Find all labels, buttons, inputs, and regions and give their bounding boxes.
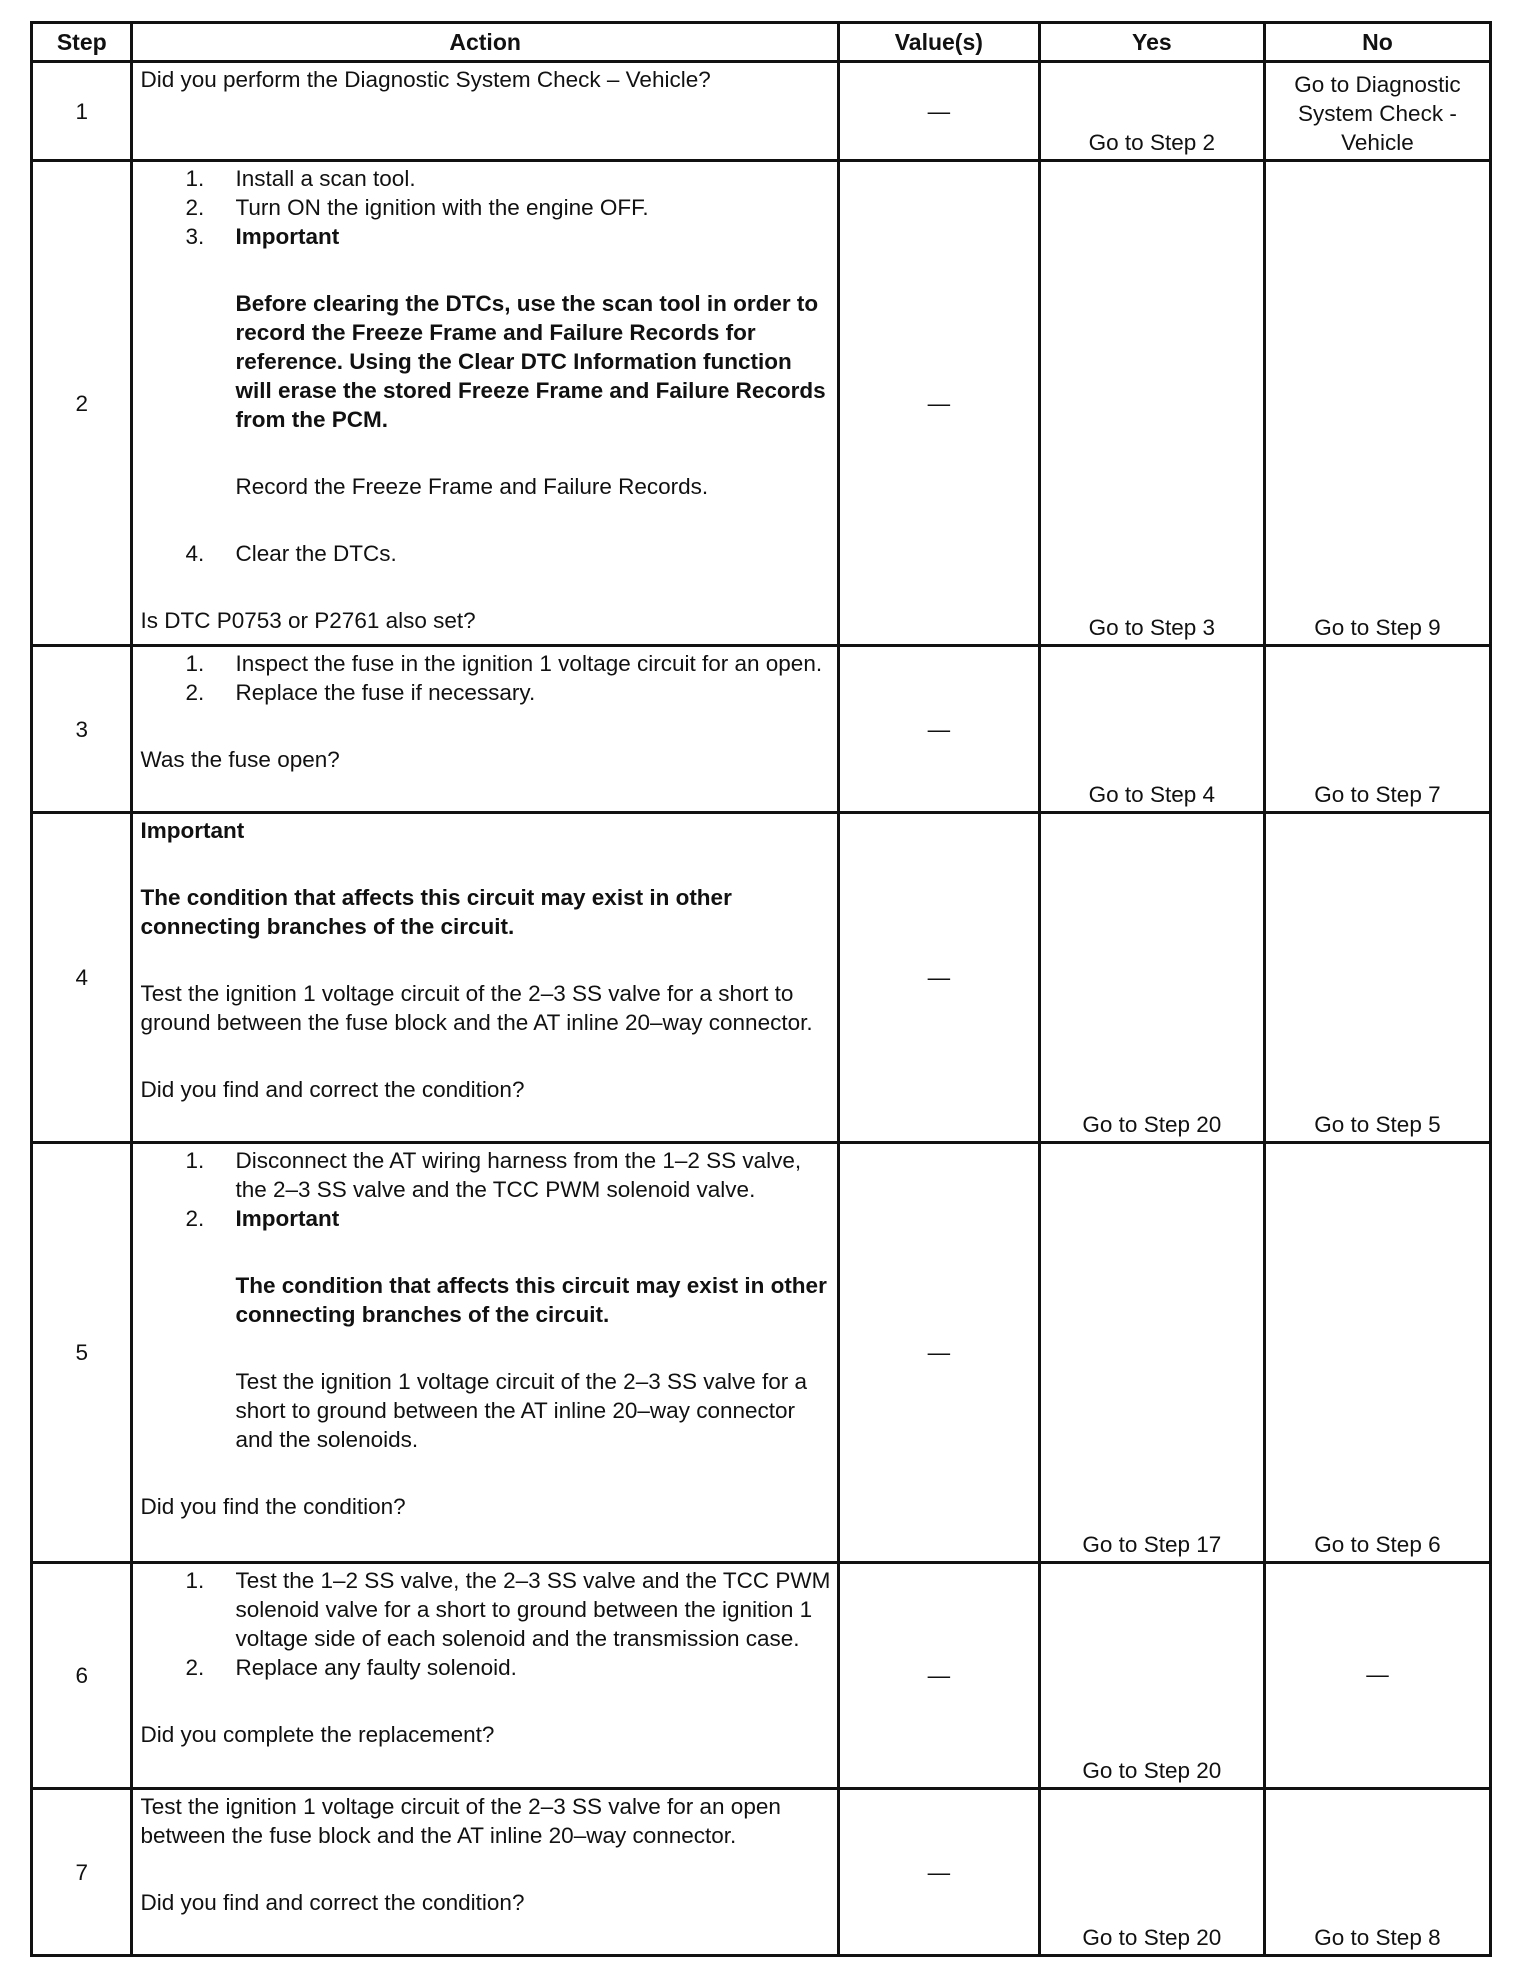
yes-cell: Go to Step 17 xyxy=(1039,1143,1264,1563)
list-item: 1. Test the 1–2 SS valve, the 2–3 SS valve and the TCC PWM solenoid valve for a short to ground between the ignition 1 voltage side of each solenoid and the transmission case. xyxy=(185,1568,831,1651)
step-number: 7 xyxy=(32,1789,132,1956)
value-cell: — xyxy=(838,161,1039,646)
step-number: 6 xyxy=(32,1563,132,1789)
yes-cell: Go to Step 20 xyxy=(1039,813,1264,1143)
action-cell xyxy=(132,161,838,646)
list-item: 1. Install a scan tool. xyxy=(185,166,416,191)
no-cell: Go to Diagnostic System Check - Vehicle xyxy=(1264,62,1490,161)
header-values: Value(s) xyxy=(838,23,1039,62)
action-cell xyxy=(132,1143,838,1563)
value-cell: — xyxy=(838,813,1039,1143)
value-cell: — xyxy=(838,1789,1039,1956)
action-cell xyxy=(132,1789,838,1956)
step-number: 3 xyxy=(32,646,132,813)
table-row xyxy=(32,646,1491,813)
question: Did you find and correct the condition? xyxy=(140,1890,525,1915)
value-cell: — xyxy=(838,1563,1039,1789)
question: Is DTC P0753 or P2761 also set? xyxy=(140,608,476,633)
table-row xyxy=(32,813,1491,1143)
no-cell: — xyxy=(1264,1563,1490,1789)
step-number: 1 xyxy=(32,62,132,161)
action-cell xyxy=(132,646,838,813)
step-number: 2 xyxy=(32,161,132,646)
diagnostic-table xyxy=(30,21,1492,1957)
yes-cell: Go to Step 20 xyxy=(1039,1789,1264,1956)
no-cell: Go to Step 9 xyxy=(1264,161,1490,646)
no-cell: Go to Step 8 xyxy=(1264,1789,1490,1956)
test-text: Test the ignition 1 voltage circuit of the 2–3 SS valve for a short to ground between the AT inline 20–way connector and the solenoids. xyxy=(235,1369,808,1452)
test-text: Test the ignition 1 voltage circuit of the 2–3 SS valve for a short to ground between the fuse block and the AT inline 20–way connector. xyxy=(140,981,813,1035)
important-label: Important xyxy=(140,818,245,843)
step-number: 5 xyxy=(32,1143,132,1563)
question: Did you complete the replacement? xyxy=(140,1722,495,1747)
header-step: Step xyxy=(32,23,132,62)
important-text: Before clearing the DTCs, use the scan tool in order to record the Freeze Frame and Failure Records for reference. Using the Clear DTC Information function will erase the stored Freeze Frame and Failure Records from the PCM. xyxy=(235,291,826,432)
header-action: Action xyxy=(132,23,838,62)
list-item: 1. Disconnect the AT wiring harness from the 1–2 SS valve, the 2–3 SS valve and the TCC PWM solenoid valve. xyxy=(185,1148,802,1202)
table-row xyxy=(32,1563,1491,1789)
table-row xyxy=(32,62,1491,161)
no-cell: Go to Step 5 xyxy=(1264,813,1490,1143)
list-item: 2. Replace the fuse if necessary. xyxy=(185,680,536,705)
list-item: 4. Clear the DTCs. xyxy=(185,541,397,566)
header-yes: Yes xyxy=(1039,23,1264,62)
list-item: 2. Important xyxy=(185,1206,340,1231)
question: Did you find and correct the condition? xyxy=(140,1077,525,1102)
action-cell xyxy=(132,62,838,161)
important-text: The condition that affects this circuit may exist in other connecting branches of the circuit. xyxy=(235,1273,827,1327)
table-row xyxy=(32,1143,1491,1563)
yes-cell: Go to Step 3 xyxy=(1039,161,1264,646)
header-no: No xyxy=(1264,23,1490,62)
header-row xyxy=(32,23,1491,62)
table-row xyxy=(32,1789,1491,1956)
yes-cell: Go to Step 4 xyxy=(1039,646,1264,813)
important-text: The condition that affects this circuit may exist in other connecting branches of the circuit. xyxy=(140,885,732,939)
action-cell xyxy=(132,813,838,1143)
no-cell: Go to Step 7 xyxy=(1264,646,1490,813)
action-cell xyxy=(132,1563,838,1789)
yes-cell: Go to Step 20 xyxy=(1039,1563,1264,1789)
list-item: 1. Inspect the fuse in the ignition 1 voltage circuit for an open. xyxy=(185,651,823,676)
step-number: 4 xyxy=(32,813,132,1143)
list-item: 2. Replace any faulty solenoid. xyxy=(185,1655,517,1680)
value-cell: — xyxy=(838,646,1039,813)
list-item: 2. Turn ON the ignition with the engine OFF. xyxy=(185,195,649,220)
yes-cell: Go to Step 2 xyxy=(1039,62,1264,161)
value-cell: — xyxy=(838,62,1039,161)
question: Did you perform the Diagnostic System Check – Vehicle? xyxy=(140,67,711,92)
list-item: 3. Important xyxy=(185,224,340,249)
question: Was the fuse open? xyxy=(140,747,340,772)
question: Did you find the condition? xyxy=(140,1494,406,1519)
test-text: Test the ignition 1 voltage circuit of the 2–3 SS valve for an open between the fuse block and the AT inline 20–way connector. xyxy=(140,1794,781,1848)
value-cell: — xyxy=(838,1143,1039,1563)
no-cell: Go to Step 6 xyxy=(1264,1143,1490,1563)
record-text: Record the Freeze Frame and Failure Records. xyxy=(235,474,709,499)
table-row xyxy=(32,161,1491,646)
